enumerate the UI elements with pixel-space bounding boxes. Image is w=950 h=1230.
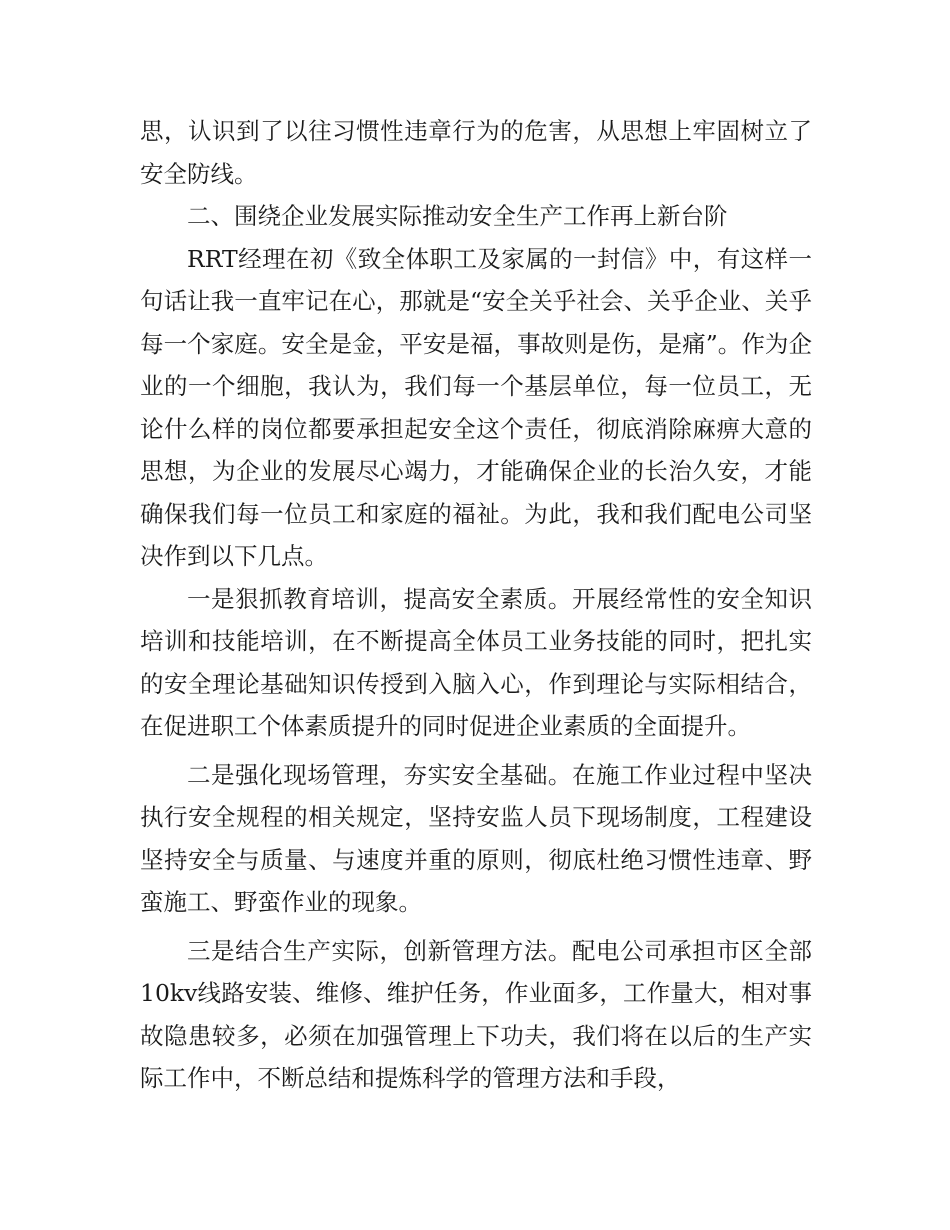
document-body <box>140 110 812 1100</box>
paragraph-point-one: 一是狠抓教育培训，提高安全素质。开展经常性的安全知识培训和技能培训，在不断提高全体员工业务技能的同时，把扎实的安全理论基础知识传授到入脑入心，作到理论与实际相结合，在促进职工个体素质提升的同时促进企业素质的全面提升。 <box>140 584 812 740</box>
paragraph-letter-quote: RRT经理在初《致全体职工及家属的一封信》中，有这样一句话让我一直牢记在心，那就是“安全关乎社会、关乎企业、关乎每一个家庭。安全是金，平安是福，事故则是伤，是痛”。作为企业的一个细胞，我认为，我们每一个基层单位，每一位员工，无论什么样的岗位都要承担起安全这个责任，彻底消除麻痹大意的思想，为企业的发展尽心竭力，才能确保企业的长治久安，才能确保我们每一位员工和家庭的福祉。为此，我和我们配电公司坚决作到以下几点。 <box>140 244 812 570</box>
paragraph-point-three: 三是结合生产实际，创新管理方法。配电公司承担市区全部10kv线路安装、维修、维护任务，作业面多，工作量大，相对事故隐患较多，必须在加强管理上下功夫，我们将在以后的生产实际工作中，不断总结和提炼科学的管理方法和手段， <box>140 936 812 1092</box>
paragraph-continuation: 思，认识到了以往习惯性违章行为的危害，从思想上牢固树立了安全防线。 <box>140 117 812 188</box>
section-heading: 二、围绕企业发展实际推动安全生产工作再上新台阶 <box>187 202 728 230</box>
paragraph-point-two: 二是强化现场管理，夯实安全基础。在施工作业过程中坚决执行安全规程的相关规定，坚持安监人员下现场制度，工程建设坚持安全与质量、与速度并重的原则，彻底杜绝习惯性违章、野蛮施工、野蛮作业的现象。 <box>140 760 812 916</box>
